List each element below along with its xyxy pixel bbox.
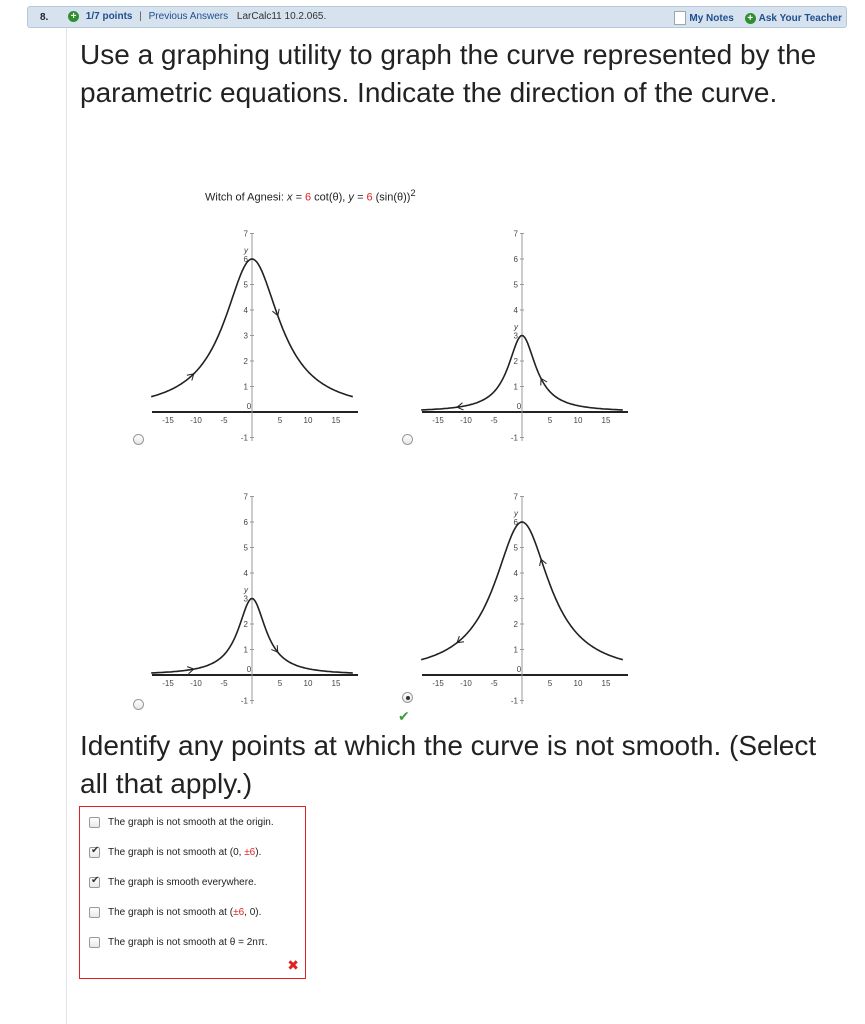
graph-option-3 [150,488,365,708]
x-tick-label: -15 [432,679,444,688]
y-tick-label: 3 [243,331,248,341]
question-header-bar [27,6,847,28]
y-axis-label: y [514,509,518,518]
option-not-smooth-pm6-0[interactable] [89,907,261,918]
option-not-smooth-0-pm6[interactable] [89,847,261,858]
graph-radio-4[interactable] [402,692,413,703]
x-tick-label: 0 [246,665,252,674]
x-tick-label: 15 [601,679,611,688]
x-tick-label: -5 [490,416,498,425]
content-left-border [66,28,67,1024]
y-tick-label: 2 [513,620,518,629]
y-tick-label: 3 [243,594,248,604]
notes-icon[interactable] [674,11,686,25]
incorrect-x-icon: ✖ [287,957,299,973]
option-not-smooth-theta[interactable] [89,937,268,948]
equation-x-rhs: cot(θ), [311,191,349,204]
ask-teacher-plus-icon[interactable]: + [745,13,756,24]
problem-code: LarCalc11 10.2.065. [236,11,327,23]
y-tick-label: 4 [513,306,518,315]
question-number: 8. [40,12,49,23]
checkbox-2[interactable] [89,847,100,858]
x-tick-label: 5 [277,416,283,425]
graph-radio-1[interactable] [133,434,144,445]
x-tick-label: 10 [573,416,583,425]
x-tick-label: 0 [516,665,522,674]
y-tick-label: 3 [513,594,518,604]
x-tick-label: -10 [190,416,202,425]
y-tick-label: 6 [243,255,248,264]
x-tick-label: 0 [246,402,252,411]
header-actions [674,11,842,25]
equation-y-coef: 6 [366,191,373,204]
equation-exponent: 2 [410,188,416,198]
ask-teacher-link[interactable]: Ask Your Teacher [758,12,842,24]
points-area [68,11,326,22]
y-tick-label: 4 [513,569,518,578]
checkbox-5[interactable] [89,937,100,948]
y-tick-label: 1 [513,382,518,392]
graph-radio-3[interactable] [133,699,144,710]
question-prompt: Use a graphing utility to graph the curve represented by the parametric equations. Indicate the direction of the curve. [80,39,817,108]
y-tick-label: -1 [510,696,518,706]
graph-option-4 [420,488,635,708]
option-red-value: ±6 [233,907,245,919]
option-smooth-everywhere[interactable] [89,877,256,888]
x-tick-label: -15 [432,416,444,425]
points-score: 1/7 points [85,11,133,23]
x-tick-label: 15 [331,416,341,425]
x-tick-label: -5 [220,679,228,688]
x-tick-label: 10 [573,679,583,688]
x-tick-label: 5 [277,679,283,688]
y-axis-label: y [244,585,248,595]
y-tick-label: 6 [243,518,248,527]
x-tick-label: 5 [547,679,553,688]
x-tick-label: -10 [190,679,202,688]
y-tick-label: 2 [243,620,248,629]
x-tick-label: -10 [460,416,472,425]
correct-check-icon: ✔ [398,708,410,724]
option-text: The graph is not smooth at ( [108,907,234,919]
y-tick-label: 5 [243,280,248,290]
previous-answers-link[interactable]: Previous Answers [148,11,229,23]
equation-x-lhs: x = [286,191,305,204]
y-tick-label: -1 [240,696,248,706]
option-text: The graph is smooth everywhere. [108,877,257,889]
option-text: The graph is not smooth at θ = 2nπ. [108,937,268,949]
option-not-smooth-origin[interactable] [89,817,274,828]
option-text: The graph is not smooth at (0, [108,847,245,859]
x-tick-label: -5 [220,416,228,425]
y-tick-label: 2 [243,357,248,366]
equation-y-lhs: y = [348,191,367,204]
x-tick-label: -15 [162,416,174,425]
second-prompt: Identify any points at which the curve is not smooth. (Select all that apply.) [80,730,817,799]
y-tick-label: 1 [513,645,518,655]
graph-option-2 [420,225,635,445]
answer-options-box [79,806,306,979]
y-tick-label: 6 [513,518,518,527]
checkbox-3[interactable] [89,877,100,888]
y-tick-label: 7 [243,229,248,239]
my-notes-link[interactable]: My Notes [689,12,734,24]
x-tick-label: -10 [460,679,472,688]
option-text-end: ). [255,847,262,859]
y-tick-label: 3 [513,331,518,341]
x-tick-label: 15 [331,679,341,688]
checkbox-1[interactable] [89,817,100,828]
equation-x-coef: 6 [304,191,312,204]
x-tick-label: 5 [547,416,553,425]
x-tick-label: 15 [601,416,611,425]
graph-option-1 [150,225,365,445]
x-tick-label: 10 [303,679,313,688]
graph-radio-2[interactable] [402,434,413,445]
option-red-value: ±6 [244,847,256,859]
x-tick-label: -15 [162,679,174,688]
y-tick-label: 4 [243,569,248,578]
option-text-end: , 0). [244,907,262,919]
y-tick-label: 7 [243,492,248,502]
y-tick-label: 1 [243,382,248,392]
y-tick-label: 5 [513,543,518,553]
x-tick-label: 0 [516,402,522,411]
y-tick-label: 4 [243,306,248,315]
y-tick-label: 1 [243,645,248,655]
y-tick-label: 6 [513,255,518,264]
y-tick-label: 7 [513,229,518,239]
parametric-equation [205,188,416,204]
y-tick-label: 5 [243,543,248,553]
y-tick-label: 7 [513,492,518,502]
y-tick-label: 2 [513,357,518,366]
y-axis-label: y [514,322,518,332]
header-separator: | [139,11,142,23]
expand-plus-icon[interactable]: + [68,11,79,22]
y-tick-label: 5 [513,280,518,290]
option-text: The graph is not smooth at the origin. [108,817,274,829]
equation-label: Witch of Agnesi: [205,191,287,204]
x-tick-label: 10 [303,416,313,425]
equation-y-rhs: (sin(θ)) [372,191,411,204]
y-tick-label: -1 [510,433,518,443]
y-tick-label: -1 [240,433,248,443]
x-tick-label: -5 [490,679,498,688]
y-axis-label: y [244,246,248,255]
checkbox-4[interactable] [89,907,100,918]
